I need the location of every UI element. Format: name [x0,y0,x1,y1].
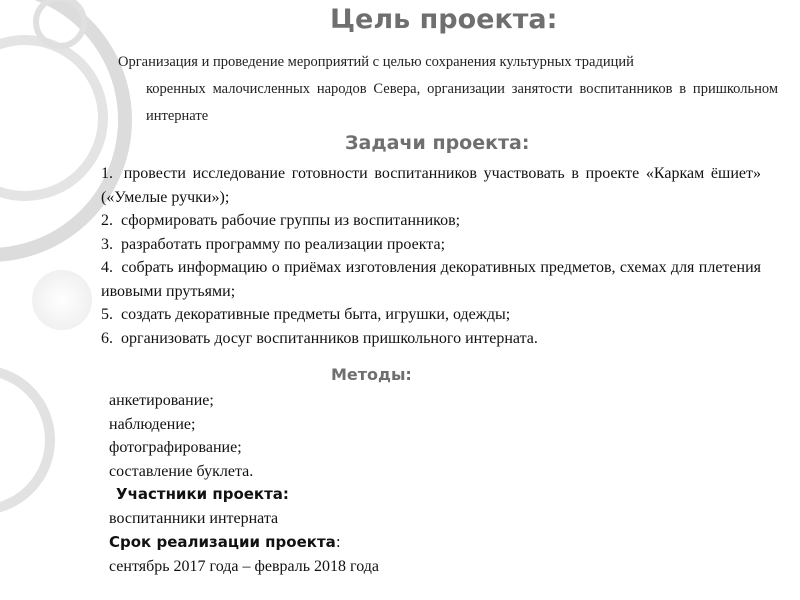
task-text: сформировать рабочие группы из воспитанников; [121,212,461,229]
timeline-value: сентябрь 2017 года – февраль 2018 года [109,558,379,575]
task-number: 1. [101,165,113,182]
task-item [101,209,761,233]
tasks-title: Задачи проекта: [345,132,530,154]
method-item: анкетирование; [109,392,214,409]
participants-value: воспитанники интерната [109,510,279,527]
task-item [101,233,761,257]
decor-ring-inner [0,40,103,196]
task-number: 5. [101,306,113,323]
method-item: фотографирование; [109,439,242,456]
task-number: 2. [101,212,113,229]
method-item: составление буклета. [109,462,254,480]
methods-title: Методы: [331,365,412,384]
task-item [101,256,761,303]
decor-dot [32,270,92,330]
task-text: разработать программу по реализации проекта; [121,235,446,253]
goal-text [118,49,778,130]
tasks-list [101,162,761,350]
goal-text-first: Организация и проведение мероприятий с целью сохранения культурных традиций [118,54,634,70]
timeline-label-suffix: : [335,533,341,551]
participants-label: Участники проекта: [116,485,289,503]
task-number: 4. [101,259,113,276]
task-item [101,303,761,327]
task-number: 3. [101,235,113,253]
decor-ring-bottom [0,370,50,510]
task-text: создать декоративные предметы быта, игрушки, одежды; [121,306,511,323]
task-number: 6. [101,329,113,347]
task-text: собрать информацию о приёмах изготовления декоративных предметов, схемах для плетения ивовыми прутьями; [101,259,761,300]
decor-ring-small [36,0,84,46]
task-item [101,162,761,209]
timeline-label-line [109,533,341,551]
task-text: организовать досуг воспитанников пришкольного интерната. [121,329,538,347]
method-item: наблюдение; [109,415,196,433]
goal-text-rest: коренных малочисленных народов Севера, организации занятости воспитанников в пришкольном интернате [146,81,778,124]
task-item [101,327,761,351]
goal-title: Цель проекта: [330,4,558,35]
task-text: провести исследование готовности воспитанников участвовать в проекте «Каркам ёшиет» («Умелые ручки»); [101,165,762,206]
timeline-label: Срок реализации проекта [109,533,336,551]
methods-list [109,389,253,483]
